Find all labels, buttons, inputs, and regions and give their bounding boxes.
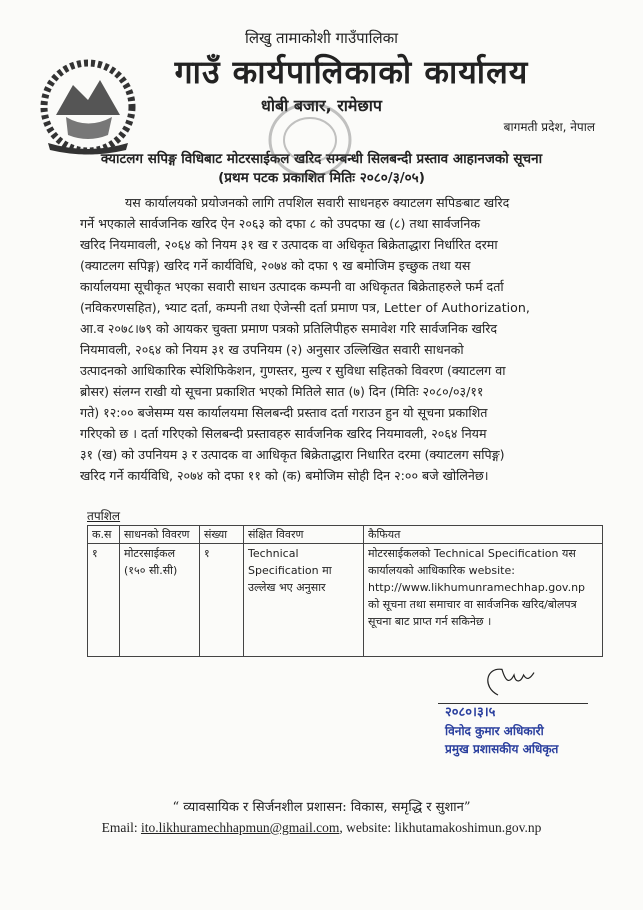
body-line: गते) १२:०० बजेसम्म यस कार्यालयमा सिलबन्दी प्रस्ताव दर्ता गराउन हुन यो सूचना प्रकाशित [80,405,488,420]
body-line: गरिएको छ । दर्ता गरिएको सिलबन्दी प्रस्तावहरु सार्वजनिक खरिद नियमावली, २०६४ नियम [80,426,487,441]
table-header-row [88,526,603,544]
notice-body [80,192,605,486]
cell-sn: १ [88,544,120,657]
signature-scribble [463,663,573,703]
details-table [87,525,603,657]
signatory-name: विनोद कुमार अधिकारी [445,724,544,738]
nepal-government-emblem [38,55,138,155]
email-label: Email: [101,820,138,835]
office-title: गाउँ कार्यपालिकाको कार्यालय [174,53,529,91]
footer-contact [38,818,605,838]
email-link[interactable]: ito.likhuramechhapmun@gmail.com [140,820,340,835]
notice-subtitle: (प्रथम पटक प्रकाशित मितिः २०८०/३/०५) [218,170,425,186]
website-label: , website: [339,820,392,835]
cell-remarks: मोटरसाईकलको Technical Specification यस कार्यालयको आधिकारिक website: http://www.likhumunramechhap.gov.np को सूचना तथा समाचार वा सार्वजनिक खरिद/बोलपत्र सूचना बाट प्राप्त गर्न सकिनेछ । [364,544,603,657]
table-row [88,544,603,657]
col-sn: क.स [88,526,120,544]
body-line: ३१ (ख) को उपनियम ३ र उत्पादक वा आधिकृत बिक्रेताद्धारा निधारित दरमा (क्याटलग सपिङ्ग) [80,447,505,462]
municipality-name: लिखु तामाकोशी गाउँपालिका [244,29,399,47]
cell-item: मोटरसाईकल (१५० सी.सी) [120,544,200,657]
footer-motto: “ व्यावसायिक र सिर्जनशील प्रशासन: विकास, समृद्धि र सुशान” [172,800,471,815]
body-line: (नविकरणसहित), भ्याट दर्ता, कम्पनी तथा ऐजेन्सी दर्ता प्रमाण पत्र, Letter of Authorization, [80,300,530,315]
body-line: कार्यालयमा सूचीकृत भएका सवारी साधन उत्पादक कम्पनी वा अधिकृतत बिक्रेताहरुले फर्म दर्ता [80,279,504,294]
office-address: धोबी बजार, रामेछाप [261,96,382,115]
body-line: ब्रोसर) संलग्न राखी यो सूचना प्रकाशित भएको मितिले सात (७) दिन (मितिः २०८०/०३/११ [80,384,484,399]
body-line: (क्याटलग सपिङ्ग) खरिद गर्ने कार्यविधि, २०७४ को दफा ९ ख बमोजिम इच्छुक तथा यस [80,258,471,273]
cell-summary: Technical Specification मा उल्लेख भए अनुसार [244,544,364,657]
body-line: यस कार्यालयको प्रयोजनको लागि तपशिल सवारी साधनहरु क्याटलग सपिङबाट खरिद [125,195,510,210]
province: बागमती प्रदेश, नेपाल [503,120,595,134]
body-line: गर्ने भएकाले सार्वजनिक खरिद ऐन २०६३ को दफा ८ को उपदफा ख (८) तथा सार्वजनिक [80,216,481,231]
body-line: उत्पादनको आधिकारिक स्पेशिफिकेशन, गुणस्तर, मुल्य र सुविधा सहितको विवरण (क्याटलग वा [80,363,506,378]
table-caption: तपशिल [87,509,121,523]
signature-date: २०८०।३।५ [445,705,496,720]
body-line: आ.व २०७८।७९ को आयकर चुक्ता प्रमाण पत्रको प्रतिलिपीहरु समावेश गरि सार्वजनिक खरिद [80,321,498,336]
notice-title: क्याटलग सपिङ्ग विधिबाट मोटरसाईकल खरिद सम्बन्धी सिलबन्दी प्रस्ताव आहानजको सूचना [100,151,543,167]
website-link[interactable]: likhutamakoshimun.gov.np [394,820,542,835]
office-stamp [265,100,355,180]
body-line: नियमावली, २०६४ को नियम ३१ ख उपनियम (२) अनुसार उल्लिखित सवारी साधनको [80,342,464,357]
signature-block [433,663,633,758]
body-line: खरिद गर्ने कार्यविधि, २०७४ को दफा ११ को (क) बमोजिम सोही दिन २:०० बजे खोलिनेछ। [80,468,489,483]
col-item: साधनको विवरण [120,526,200,544]
col-summary: संक्षित विवरण [244,526,364,544]
cell-qty: १ [200,544,244,657]
body-line: खरिद नियमावली, २०६४ को नियम ३१ ख र उत्पादक वा अधिकृत बिक्रेताद्धारा निर्धारित दरमा [80,237,498,252]
col-qty: संख्या [200,526,244,544]
col-remarks: कैफियत [364,526,603,544]
signatory-title: प्रमुख प्रशासकीय अधिकृत [445,742,559,756]
